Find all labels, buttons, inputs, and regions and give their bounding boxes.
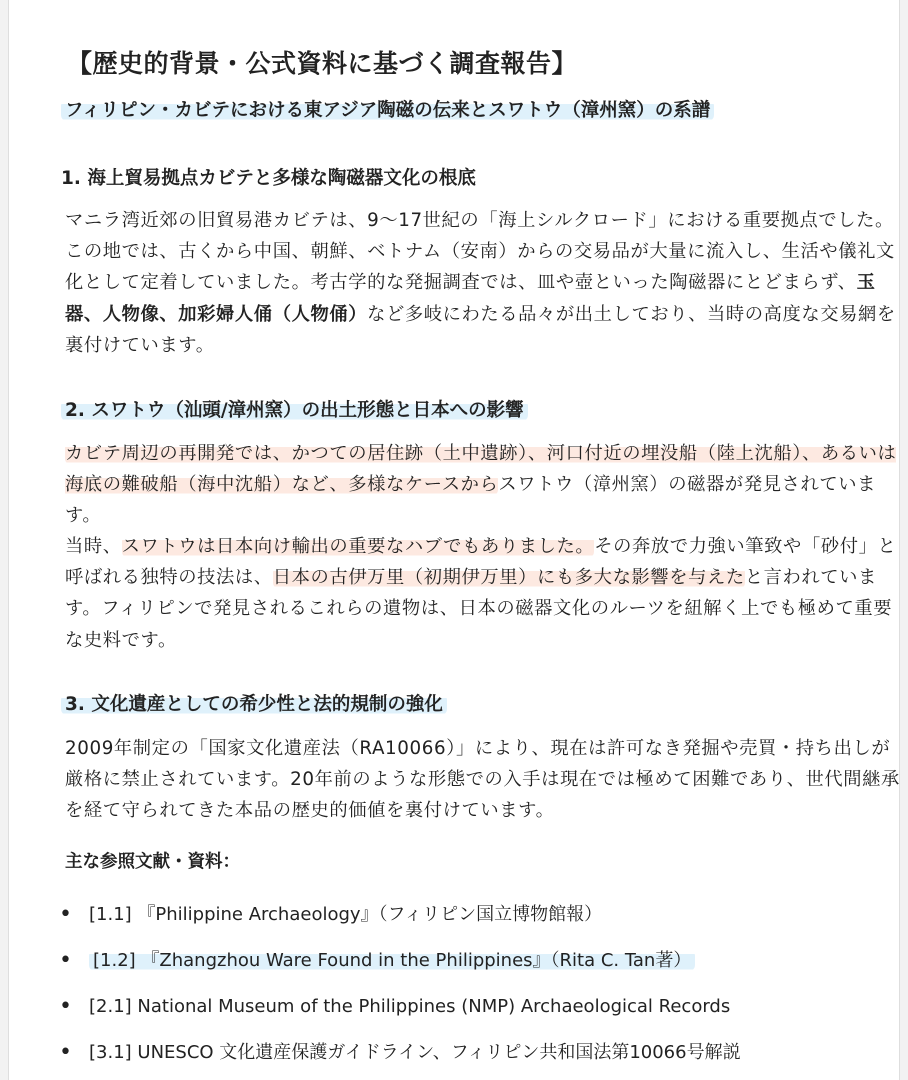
section-2-heading-highlight: 2. スワトウ（汕頭/漳州窯）の出土形態と日本への影響 (61, 400, 528, 421)
references-list (59, 896, 741, 1080)
subtitle-highlight: フィリピン・カビテにおける東アジア陶磁の伝来とスワトウ（漳州窯）の系譜 (61, 100, 714, 121)
bullet-icon: • (59, 994, 72, 1019)
section-2-heading (61, 396, 528, 422)
bullet-icon: • (59, 948, 72, 973)
section-1-bold-items: 玉器、人物像、加彩婦人俑（人物俑） (65, 272, 876, 325)
section-2-paragraph-2: 当時、スワトウは日本向け輸出の重要なハブでもありました。その奔放で力強い筆致や「砂付」と呼ばれる独特の技法は、日本の古伊万里（初期伊万里）にも多大な影響を与えたと言われています。フィリピンで発見されるこれらの遺物は、日本の磁器文化のルーツを紐解く上でも極めて重要な史料です。 (65, 536, 897, 651)
section-3-paragraph: 2009年制定の「国家文化遺産法（RA10066）」により、現在は許可なき発掘や売買・持ち出しが厳格に禁止されています。20年前のような形態での入手は現在では極めて困難であり、世代間継承を経て守られてきた本品の歴史的価値を裏付けています。 (65, 738, 900, 822)
reference-item: • [2.1] National Museum of the Philippines (NMP) Archaeological Records (59, 988, 741, 1034)
bullet-icon: • (59, 1040, 72, 1065)
imari-influence-highlight: 日本の古伊万里（初期伊万里）にも多大な影響を与えた (272, 567, 745, 589)
finding-context-highlight: カビテ周辺の再開発では、かつての居住跡（土中遺跡）、河口付近の埋没船（陸上沈船）、あるいは海底の難破船（海中沈船）など、多様なケースから (65, 443, 897, 496)
bullet-icon: • (59, 902, 72, 927)
section-2-paragraph-1: カビテ周辺の再開発では、かつての居住跡（土中遺跡）、河口付近の埋没船（陸上沈船）、あるいは海底の難破船（海中沈船）など、多様なケースからスワトウ（漳州窯）の磁器が発見されています。 (65, 443, 897, 527)
report-subtitle (61, 96, 714, 122)
document-page (8, 0, 900, 1080)
reference-item (59, 942, 741, 988)
reference-highlight: [1.2] 『Zhangzhou Ware Found in the Philippines』（Rita C. Tan著） (89, 950, 695, 971)
references-title: 主な参照文献・資料： (65, 852, 240, 872)
section-3-heading-highlight: 3. 文化遺産としての希少性と法的規制の強化 (61, 694, 447, 715)
section-1-heading: 1. 海上貿易拠点カビテと多様な陶磁器文化の根底 (61, 168, 476, 189)
reference-item: • [1.1] 『Philippine Archaeology』（フィリピン国立博物館報） (59, 896, 741, 942)
section-1-paragraph: マニラ湾近郊の旧貿易港カビテは、9〜17世紀の「海上シルクロード」における重要拠点でした。この地では、古くから中国、朝鮮、ベトナム（安南）からの交易品が大量に流入し、生活や儀礼文化として定着していました。考古学的な発掘調査では、皿や壺といった陶磁器にとどまらず、玉器、人物像、加彩婦人俑（人物俑）など多岐にわたる品々が出土しており、当時の高度な交易網を裏付けています。 (65, 210, 896, 356)
report-title: 【歴史的背景・公式資料に基づく調査報告】 (67, 49, 578, 78)
swatow-hub-highlight: スワトウは日本向け輸出の重要なハブでもありました。 (121, 536, 595, 557)
reference-item: • [3.1] UNESCO 文化遺産保護ガイドライン、フィリピン共和国法第10066号解説 (59, 1034, 741, 1080)
section-3-heading (61, 690, 447, 716)
